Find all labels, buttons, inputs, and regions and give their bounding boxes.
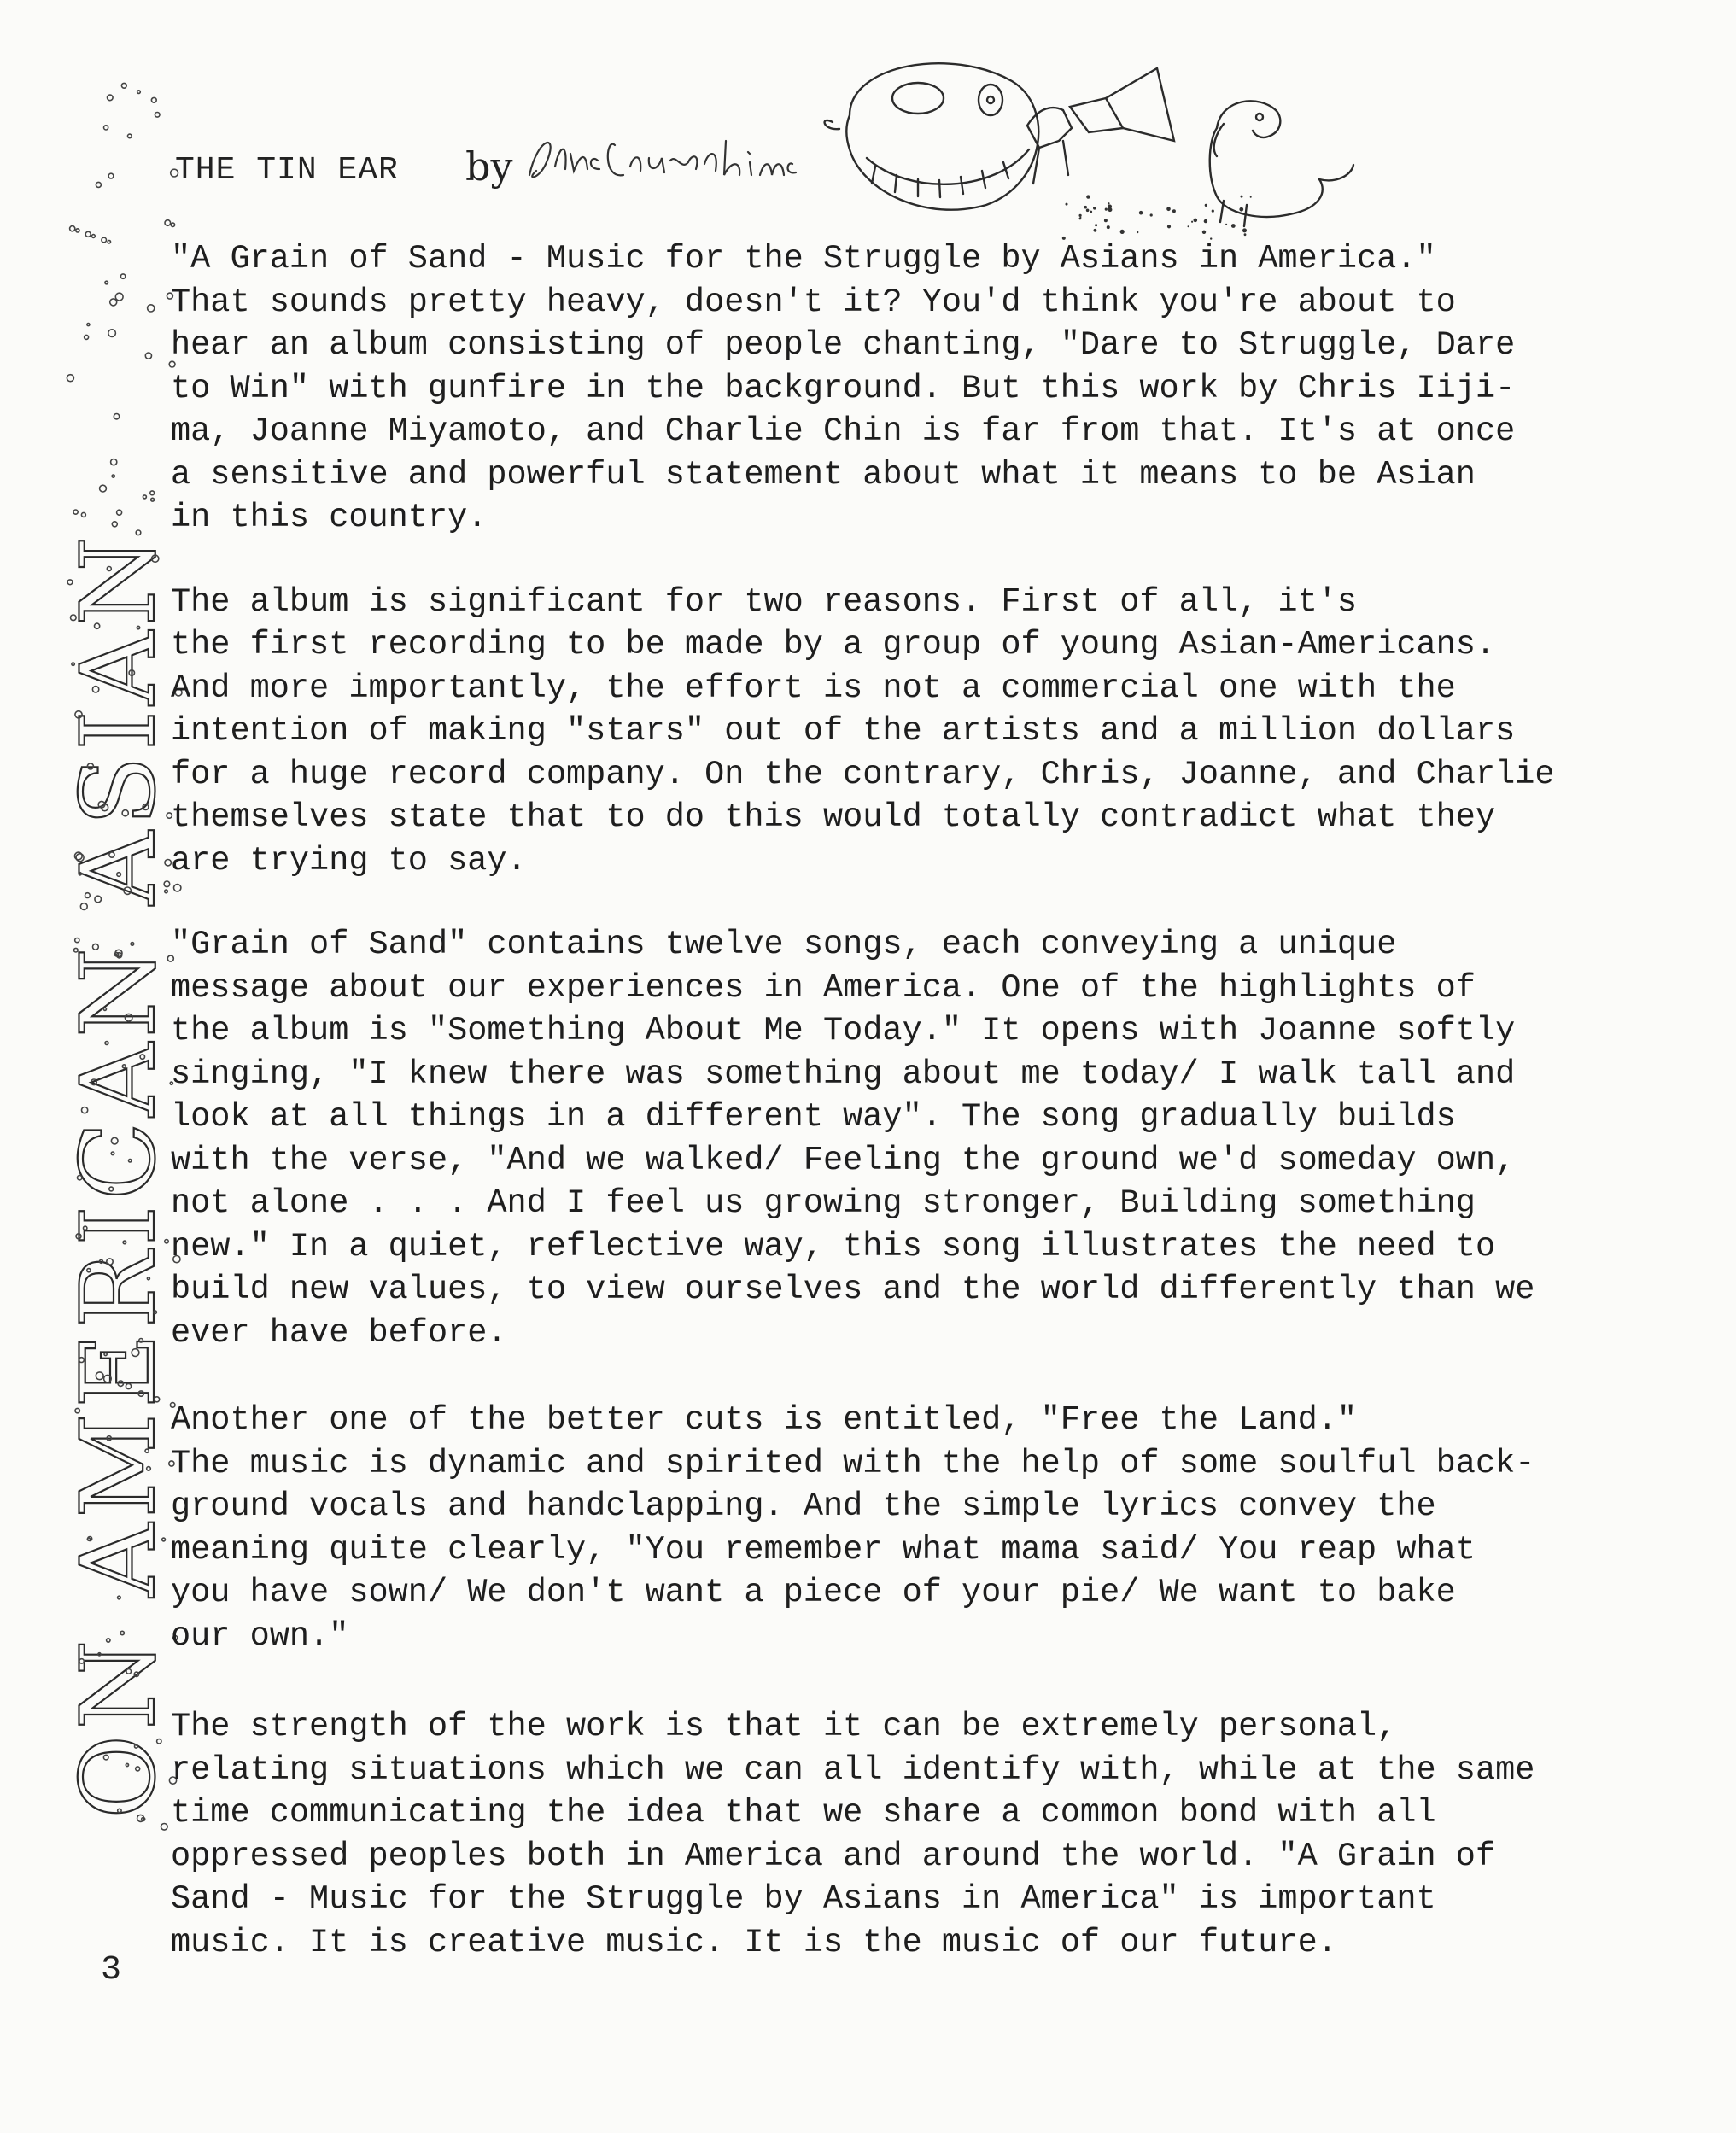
decorative-dot xyxy=(1095,224,1097,226)
decorative-dot xyxy=(145,353,151,359)
decorative-dot xyxy=(70,226,75,231)
decorative-dot xyxy=(161,1824,168,1831)
decorative-dot xyxy=(143,495,146,499)
article-body xyxy=(171,237,1665,2005)
decorative-dot xyxy=(1079,214,1082,217)
decorative-dot xyxy=(1079,217,1081,219)
decorative-dot xyxy=(104,126,108,130)
decorative-dot xyxy=(1241,196,1243,198)
decorative-dot xyxy=(112,475,114,477)
decorative-dot xyxy=(85,231,91,237)
decorative-dot xyxy=(1194,219,1198,223)
decorative-dot xyxy=(1205,204,1207,207)
decorative-dot xyxy=(102,237,107,243)
decorative-dot xyxy=(1244,233,1247,236)
decorative-dot xyxy=(151,498,155,501)
decorative-dot xyxy=(1090,211,1092,213)
header-doodle-illustration xyxy=(815,47,1362,243)
decorative-dot xyxy=(73,510,78,514)
decorative-dot xyxy=(148,305,155,312)
paragraph-free-the-land: Another one of the better cuts is entitled, "Free the Land." The music is dynamic and spirited with the help of some soulful back- ground vocals and handclapping. And the simple lyrics convey the meaning quite clearly, "You remember what mama said/ You reap what you have sown/ We don't want a piece of your pie/ We want to bake our own." xyxy=(171,1401,1535,1655)
decorative-dot xyxy=(87,324,90,326)
decorative-dot xyxy=(1191,221,1193,223)
spine-text: ON AMERICAN ASIAN xyxy=(60,531,178,1819)
decorative-dot xyxy=(1242,228,1247,232)
decorative-dot xyxy=(100,485,107,492)
decorative-dot xyxy=(151,97,156,102)
page-number: 3 xyxy=(101,1951,122,1990)
column-title: THE TIN EAR xyxy=(175,152,399,189)
decorative-dot xyxy=(1086,195,1090,198)
decorative-dot xyxy=(120,274,125,278)
decorative-dot xyxy=(108,330,116,337)
decorative-dot xyxy=(171,223,174,226)
decorative-dot xyxy=(1166,207,1171,212)
paragraph-conclusion: The strength of the work is that it can be extremely personal, relating situations which we can all identify with, while at the same time communicating the idea that we share a common bond with all oppressed peoples both in America and around the world. "A Grain of Sand - Music for the Struggle by Asians in America" is important music. It is creative music. It is the music of our future. xyxy=(171,1708,1535,1961)
decorative-dot xyxy=(1107,225,1110,229)
decorative-dot xyxy=(81,512,85,517)
paragraph-intro: "A Grain of Sand - Music for the Struggle by Asians in America." That sounds pretty heavy, doesn't it? You'd think you're about to hear an album consisting of people chanting, "Dare to Struggle, Dare to Win" with gunfire in the background. But this work by Chris Iiji- ma, Joanne Miyamoto, and Charlie Chin is far from that. It's at once a sensitive and powerful statement about what it means to be Asian in this country. xyxy=(171,240,1516,536)
decorative-dot xyxy=(155,113,160,118)
decorative-dot xyxy=(165,220,171,226)
decorative-dot xyxy=(108,173,114,178)
decorative-dot xyxy=(1105,208,1108,211)
decorative-dot xyxy=(1086,209,1090,213)
paragraph-songs: "Grain of Sand" contains twelve songs, each conveying a unique message about our experiences in America. One of the highlights of the album is "Something About Me Today." It opens with Joanne softly singing, "I knew there was something about me today/ I walk tall and look at all things in a different way". The song gradually builds with the verse, "And we walked/ Feeling the ground we'd someday own, not alone . . . And I feel us growing stronger, Building something new." In a quiet, reflective way, this song illustrates the need to build new values, to view ourselves and the world differently than we ever have before. xyxy=(171,926,1535,1352)
decorative-dot xyxy=(1250,196,1252,198)
decorative-dot xyxy=(1108,207,1112,212)
decorative-dot xyxy=(114,414,119,419)
decorative-dot xyxy=(85,335,89,339)
decorative-dot xyxy=(108,241,110,243)
decorative-dot xyxy=(1204,219,1207,223)
decorative-dot xyxy=(1066,203,1068,206)
decorative-dot xyxy=(67,375,73,382)
decorative-dot xyxy=(1225,224,1227,225)
decorative-dot xyxy=(121,83,126,88)
paragraph-significance: The album is significant for two reasons. First of all, it's the first recording to be made by a group of young Asian-Americans. And more importantly, the effort is not a commercial one with the intention of making "stars" out of the artists and a million dollars for a huge record company. On the contrary, Chris, Joanne, and Charlie themselves state that to do this would totally contradict what they are trying to say. xyxy=(171,582,1555,879)
decorative-dot xyxy=(1120,230,1125,234)
decorative-dot xyxy=(1108,202,1109,204)
decorative-dot xyxy=(1137,231,1138,233)
decorative-dot xyxy=(150,491,155,495)
decorative-dot xyxy=(1172,209,1176,213)
decorative-dot xyxy=(115,293,123,301)
decorative-dot xyxy=(1212,210,1214,213)
decorative-dot xyxy=(1167,225,1171,228)
decorative-dot xyxy=(1084,206,1087,209)
decorative-dot xyxy=(111,459,117,465)
decorative-dot xyxy=(1150,213,1153,216)
decorative-dot xyxy=(137,91,141,94)
decorative-dot xyxy=(108,95,114,101)
decorative-dot xyxy=(1239,207,1243,212)
decorative-dot xyxy=(105,281,108,284)
decorative-dot xyxy=(1093,207,1096,210)
decorative-dot xyxy=(117,510,122,515)
decorative-dot xyxy=(1104,219,1108,222)
decorative-dot xyxy=(112,522,117,527)
decorative-dot xyxy=(92,235,96,238)
decorative-dot xyxy=(1188,225,1189,227)
decorative-dot xyxy=(96,182,101,187)
decorative-dot xyxy=(110,299,117,306)
decorative-dot xyxy=(76,229,79,232)
decorative-dot xyxy=(128,134,132,138)
decorative-dot xyxy=(1139,211,1143,215)
decorative-dot xyxy=(1231,224,1236,228)
decorative-dot xyxy=(1202,231,1206,234)
byline-label: by xyxy=(465,143,513,190)
decorative-dot xyxy=(1094,229,1097,232)
author-signature xyxy=(521,128,803,196)
